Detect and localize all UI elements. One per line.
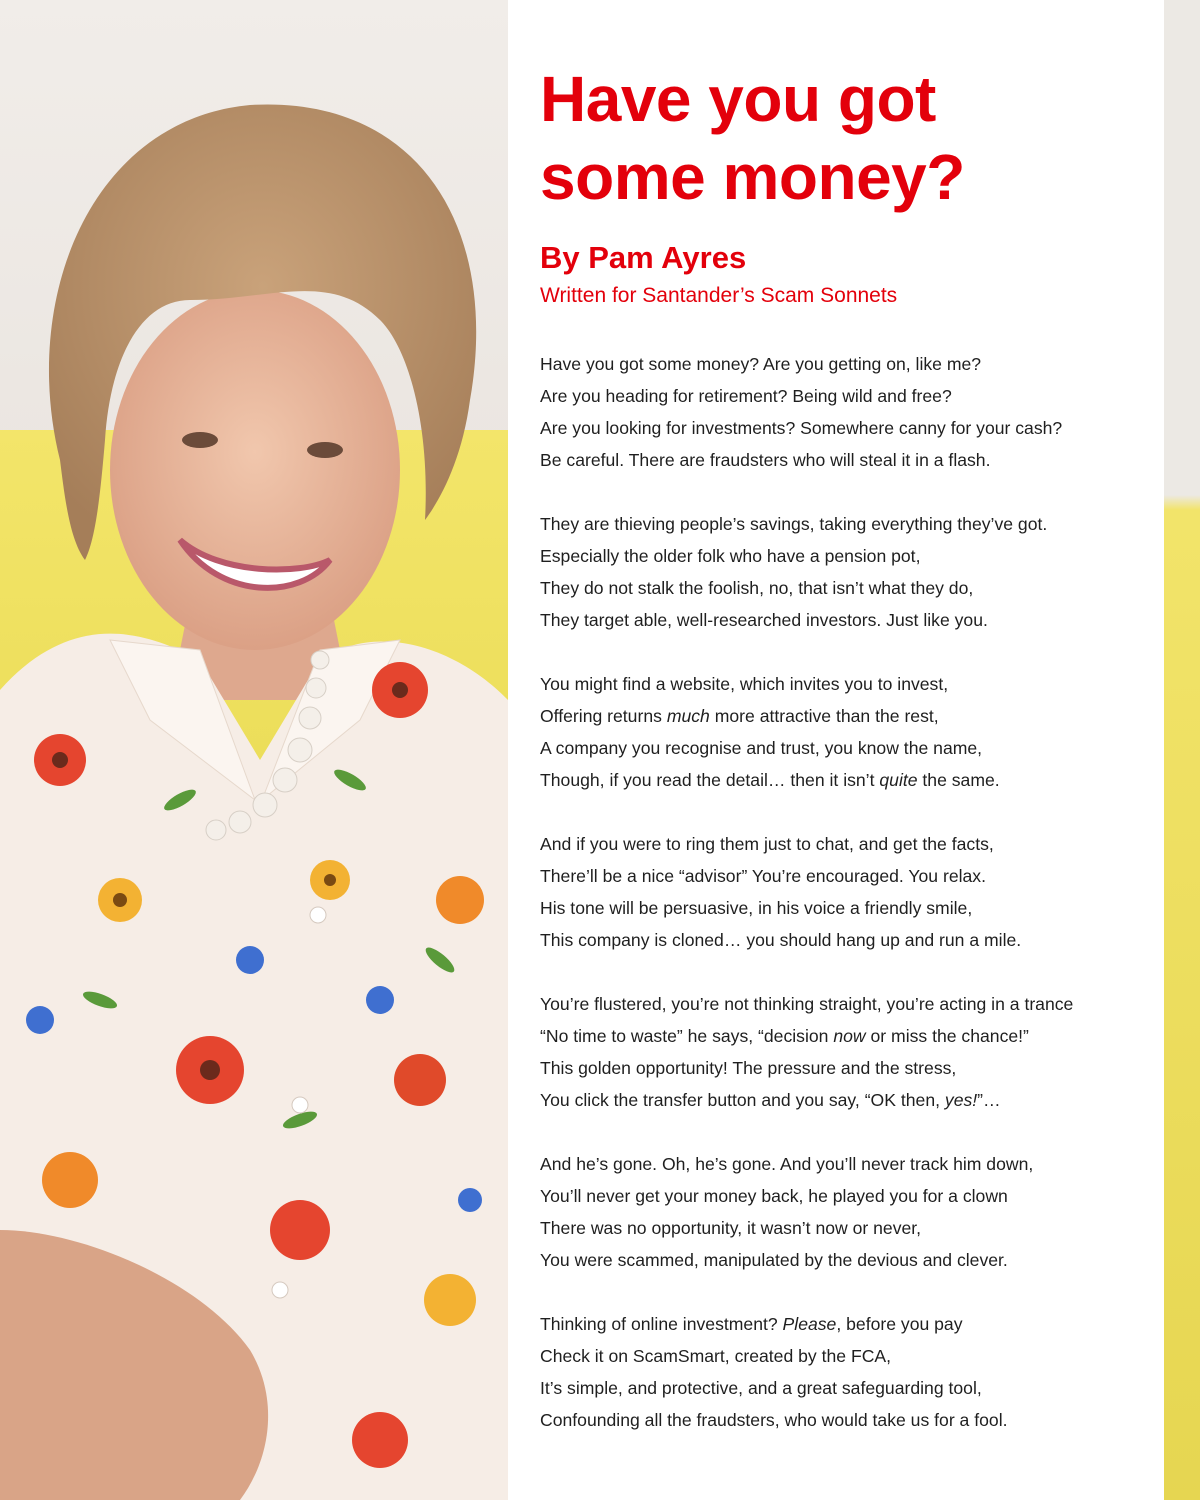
- poem-line: You’re flustered, you’re not thinking straight, you’re acting in a trance: [540, 994, 1074, 1014]
- title-line: some money?: [540, 141, 965, 213]
- stanza: [540, 1148, 1155, 1276]
- right-eye: [307, 442, 343, 458]
- poem-line: There was no opportunity, it wasn’t now or never,: [540, 1218, 922, 1238]
- blouse-button: [272, 1282, 288, 1298]
- page-title: [540, 60, 1140, 216]
- poem-line: It’s simple, and protective, and a great safeguarding tool,: [540, 1378, 982, 1398]
- poem-line: Are you looking for investments? Somewhere canny for your cash?: [540, 418, 1063, 438]
- poem-line: Confounding all the fraudsters, who would take us for a fool.: [540, 1410, 1008, 1430]
- stanza: [540, 988, 1155, 1116]
- poem-line: Have you got some money? Are you getting on, like me?: [540, 354, 982, 374]
- poem-line: They are thieving people’s savings, taking everything they’ve got.: [540, 514, 1048, 534]
- poem-line: Check it on ScamSmart, created by the FCA,: [540, 1346, 892, 1366]
- poem-line: Are you heading for retirement? Being wild and free?: [540, 386, 952, 406]
- poem-body: [540, 348, 1155, 1468]
- stanza: [540, 1308, 1155, 1436]
- blouse-button: [292, 1097, 308, 1113]
- poem-line: They do not stalk the foolish, no, that isn’t what they do,: [540, 578, 974, 598]
- poem-line: This company is cloned… you should hang up and run a mile.: [540, 930, 1022, 950]
- poem-line: This golden opportunity! The pressure and the stress,: [540, 1058, 957, 1078]
- poem-line: You might find a website, which invites you to invest,: [540, 674, 949, 694]
- stanza: [540, 828, 1155, 956]
- poem-line: Though, if you read the detail… then it isn’t quite the same.: [540, 770, 1000, 790]
- poem-line: A company you recognise and trust, you know the name,: [540, 738, 983, 758]
- title-line: Have you got: [540, 63, 936, 135]
- left-eye: [182, 432, 218, 448]
- poem-line: Be careful. There are fraudsters who will steal it in a flash.: [540, 450, 991, 470]
- poem-line: And if you were to ring them just to chat, and get the facts,: [540, 834, 994, 854]
- subtitle: Written for Santander’s Scam Sonnets: [540, 284, 898, 307]
- yellow-sofa-edge: [1164, 0, 1200, 1500]
- stanza: [540, 348, 1155, 476]
- author-byline: By Pam Ayres: [540, 240, 747, 275]
- poem-line: You’ll never get your money back, he played you for a clown: [540, 1186, 1008, 1206]
- blouse-button: [310, 907, 326, 923]
- poem-line: You were scammed, manipulated by the devious and clever.: [540, 1250, 1008, 1270]
- poem-line: They target able, well-researched investors. Just like you.: [540, 610, 988, 630]
- poem-line: And he’s gone. Oh, he’s gone. And you’ll never track him down,: [540, 1154, 1034, 1174]
- portrait-photo: [0, 0, 508, 1500]
- poem-line: There’ll be a nice “advisor” You’re encouraged. You relax.: [540, 866, 986, 886]
- portrait-illustration: [0, 0, 508, 1500]
- poem-line: His tone will be persuasive, in his voice a friendly smile,: [540, 898, 973, 918]
- poem-line: You click the transfer button and you say, “OK then, yes!”…: [540, 1090, 1001, 1110]
- poem-line: Thinking of online investment? Please, before you pay: [540, 1314, 963, 1334]
- stanza: [540, 508, 1155, 636]
- face: [110, 290, 400, 650]
- poem-line: Offering returns much more attractive than the rest,: [540, 706, 939, 726]
- poem-line: Especially the older folk who have a pension pot,: [540, 546, 921, 566]
- poem-line: “No time to waste” he says, “decision now or miss the chance!”: [540, 1026, 1029, 1046]
- poem-panel: [508, 0, 1164, 1500]
- stanza: [540, 668, 1155, 796]
